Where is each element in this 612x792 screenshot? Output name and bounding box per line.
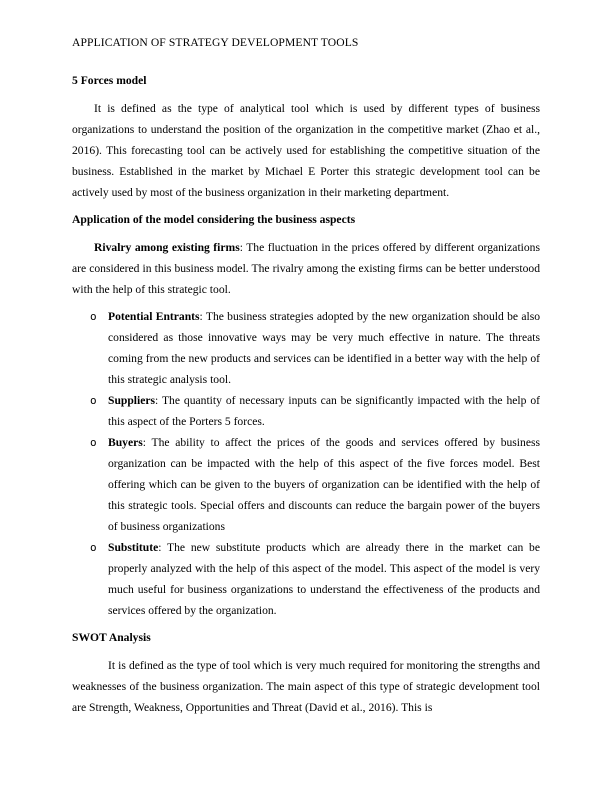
swot-paragraph: It is defined as the type of tool which is very much required for monitoring the strengths and weaknesses of the business organization. The main aspect of this type of strategic development tool are Strength, Weakness, Opportunities and Threat (David et al., 2016). This is	[72, 659, 540, 714]
list-item	[72, 306, 540, 390]
running-header: APPLICATION OF STRATEGY DEVELOPMENT TOOLS	[72, 36, 359, 49]
list-item	[72, 390, 540, 432]
bullet-icon: o	[90, 541, 97, 554]
five-forces-paragraph: It is defined as the type of analytical tool which is used by different types of business organizations to understand the position of the organization in the competitive market (Zhao et al., 2016). This forecasting tool can be actively used for establishing the competitive situation of the business. Established in the market by Michael E Porter this strategic development tool can be actively used by most of the business organization in their marketing department.	[72, 102, 540, 199]
bullet-icon: o	[90, 436, 97, 449]
item-text: : The quantity of necessary inputs can be significantly impacted with the help of this aspect of the Porters 5 forces.	[108, 394, 540, 428]
rivalry-text: : The fluctuation in the prices offered by different organizations are considered in this business model. The rivalry among the existing firms can be better understood with the help of this strategic tool.	[72, 241, 540, 296]
item-text: : The ability to affect the prices of the goods and services offered by business organization can be impacted with the help of this aspect of the five forces model. Best offering which can be given to the buyers of organization can be identified with the help of this strategic tools. Special offers and discounts can reduce the bargain power of the buyers of business organizations	[108, 436, 540, 533]
item-term: Potential Entrants	[108, 310, 200, 323]
document-body	[72, 70, 540, 724]
rivalry-paragraph	[72, 237, 540, 300]
swot-heading: SWOT Analysis	[72, 631, 151, 644]
bullet-icon: o	[90, 394, 97, 407]
item-text: : The new substitute products which are already there in the market can be properly analyzed with the help of this aspect of the model. This aspect of the model is very much useful for business organizations to understand the effectiveness of the products and services offered by the organization.	[108, 541, 540, 617]
item-term: Substitute	[108, 541, 159, 554]
list-item	[72, 537, 540, 621]
list-item	[72, 432, 540, 537]
item-term: Suppliers	[108, 394, 156, 407]
forces-list	[72, 306, 540, 621]
item-text: : The business strategies adopted by the new organization should be also considered as those innovative ways may be very much effective in nature. The threats coming from the new products and services can be identified in a better way with the help of this strategic analysis tool.	[108, 310, 541, 386]
rivalry-term: Rivalry among existing firms	[94, 241, 240, 254]
five-forces-heading: 5 Forces model	[72, 74, 147, 87]
item-term: Buyers	[108, 436, 143, 449]
application-heading: Application of the model considering the business aspects	[72, 213, 356, 226]
bullet-icon: o	[90, 310, 97, 323]
